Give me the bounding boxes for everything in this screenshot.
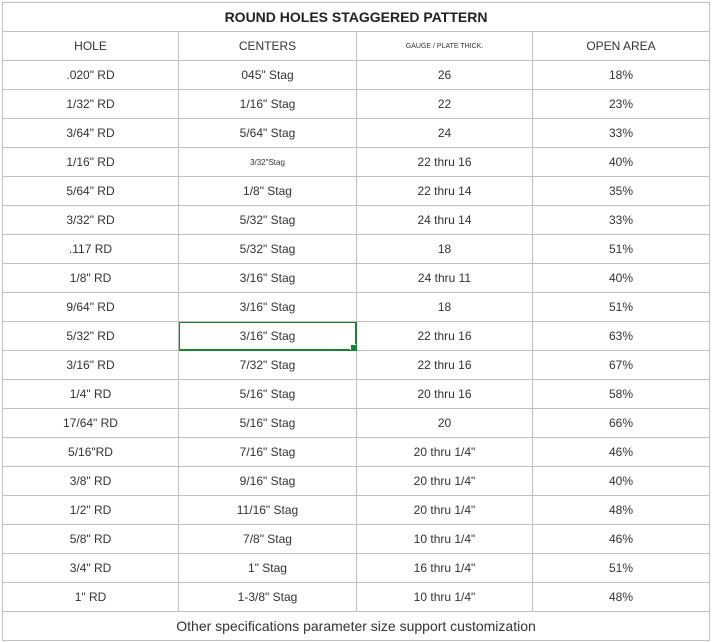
table-row: [3, 293, 710, 322]
centers-cell[interactable]: 045" Stag: [179, 61, 357, 90]
hole-cell[interactable]: 17/64" RD: [3, 409, 179, 438]
open-area-cell[interactable]: 33%: [533, 206, 710, 235]
hole-cell[interactable]: 5/8" RD: [3, 525, 179, 554]
table-row: [3, 525, 710, 554]
hole-cell[interactable]: 5/32" RD: [3, 322, 179, 351]
gauge-cell[interactable]: 18: [357, 293, 533, 322]
header-row: [3, 32, 710, 61]
table-row: [3, 409, 710, 438]
open-area-cell[interactable]: 66%: [533, 409, 710, 438]
header-open-area[interactable]: OPEN AREA: [533, 32, 710, 61]
hole-cell[interactable]: 3/4" RD: [3, 554, 179, 583]
table-row: [3, 206, 710, 235]
centers-cell[interactable]: 3/32"Stag: [179, 148, 357, 177]
table-row: [3, 438, 710, 467]
open-area-cell[interactable]: 67%: [533, 351, 710, 380]
table-row: [3, 119, 710, 148]
gauge-cell[interactable]: 18: [357, 235, 533, 264]
open-area-cell[interactable]: 46%: [533, 525, 710, 554]
hole-cell[interactable]: 5/64" RD: [3, 177, 179, 206]
centers-cell[interactable]: 5/32" Stag: [179, 235, 357, 264]
hole-cell[interactable]: 1/4" RD: [3, 380, 179, 409]
open-area-cell[interactable]: 46%: [533, 438, 710, 467]
table-row: [3, 90, 710, 119]
open-area-cell[interactable]: 40%: [533, 148, 710, 177]
gauge-cell[interactable]: 22: [357, 90, 533, 119]
gauge-cell[interactable]: 10 thru 1/4": [357, 525, 533, 554]
gauge-cell[interactable]: 22 thru 14: [357, 177, 533, 206]
table-row: [3, 177, 710, 206]
open-area-cell[interactable]: 35%: [533, 177, 710, 206]
hole-cell[interactable]: 1/2" RD: [3, 496, 179, 525]
centers-cell[interactable]: 5/64" Stag: [179, 119, 357, 148]
gauge-cell[interactable]: 20 thru 1/4": [357, 438, 533, 467]
centers-cell[interactable]: 1" Stag: [179, 554, 357, 583]
open-area-cell[interactable]: 48%: [533, 496, 710, 525]
hole-cell[interactable]: 3/64" RD: [3, 119, 179, 148]
gauge-cell[interactable]: 20 thru 16: [357, 380, 533, 409]
header-centers[interactable]: CENTERS: [179, 32, 357, 61]
centers-cell[interactable]: 7/32" Stag: [179, 351, 357, 380]
centers-cell[interactable]: 11/16" Stag: [179, 496, 357, 525]
table-row: [3, 554, 710, 583]
footer-note[interactable]: Other specifications parameter size support customization: [3, 612, 710, 641]
table-row: [3, 583, 710, 612]
centers-cell[interactable]: 3/16" Stag: [179, 264, 357, 293]
title-row: [3, 3, 710, 32]
open-area-cell[interactable]: 33%: [533, 119, 710, 148]
gauge-cell[interactable]: 22 thru 16: [357, 322, 533, 351]
open-area-cell[interactable]: 40%: [533, 467, 710, 496]
table-row: [3, 467, 710, 496]
open-area-cell[interactable]: 48%: [533, 583, 710, 612]
gauge-cell[interactable]: 16 thru 1/4": [357, 554, 533, 583]
gauge-cell[interactable]: 24 thru 14: [357, 206, 533, 235]
centers-cell[interactable]: 1-3/8" Stag: [179, 583, 357, 612]
table-row: [3, 322, 710, 351]
centers-cell[interactable]: 9/16" Stag: [179, 467, 357, 496]
footer-row: [3, 612, 710, 641]
open-area-cell[interactable]: 23%: [533, 90, 710, 119]
open-area-cell[interactable]: 40%: [533, 264, 710, 293]
open-area-cell[interactable]: 51%: [533, 235, 710, 264]
hole-cell[interactable]: 5/16"RD: [3, 438, 179, 467]
centers-cell[interactable]: 3/16" Stag: [179, 293, 357, 322]
hole-cell[interactable]: 9/64" RD: [3, 293, 179, 322]
hole-cell[interactable]: 3/8" RD: [3, 467, 179, 496]
gauge-cell[interactable]: 20 thru 1/4": [357, 467, 533, 496]
table-row: [3, 148, 710, 177]
table-row: [3, 380, 710, 409]
centers-cell[interactable]: 1/8" Stag: [179, 177, 357, 206]
gauge-cell[interactable]: 24 thru 11: [357, 264, 533, 293]
table-row: [3, 235, 710, 264]
gauge-cell[interactable]: 22 thru 16: [357, 148, 533, 177]
centers-cell[interactable]: 5/32" Stag: [179, 206, 357, 235]
centers-cell[interactable]: 7/8" Stag: [179, 525, 357, 554]
table-row: [3, 351, 710, 380]
table-row: [3, 496, 710, 525]
fill-handle[interactable]: [350, 344, 357, 351]
open-area-cell[interactable]: 63%: [533, 322, 710, 351]
centers-cell[interactable]: 5/16" Stag: [179, 380, 357, 409]
centers-cell[interactable]: 5/16" Stag: [179, 409, 357, 438]
selected-cell[interactable]: 3/16" Stag: [179, 322, 357, 351]
open-area-cell[interactable]: 51%: [533, 293, 710, 322]
hole-cell[interactable]: 3/32" RD: [3, 206, 179, 235]
hole-cell[interactable]: 1/32" RD: [3, 90, 179, 119]
spec-table: [2, 2, 710, 641]
gauge-cell[interactable]: 24: [357, 119, 533, 148]
open-area-cell[interactable]: 58%: [533, 380, 710, 409]
hole-cell[interactable]: 1/16" RD: [3, 148, 179, 177]
gauge-cell[interactable]: 26: [357, 61, 533, 90]
header-gauge[interactable]: GAUGE / PLATE THICK.: [357, 32, 533, 61]
open-area-cell[interactable]: 18%: [533, 61, 710, 90]
gauge-cell[interactable]: 20 thru 1/4": [357, 496, 533, 525]
hole-cell[interactable]: .117 RD: [3, 235, 179, 264]
hole-cell[interactable]: 3/16" RD: [3, 351, 179, 380]
centers-cell[interactable]: 1/16" Stag: [179, 90, 357, 119]
hole-cell[interactable]: 1/8" RD: [3, 264, 179, 293]
gauge-cell[interactable]: 20: [357, 409, 533, 438]
table-row: [3, 61, 710, 90]
open-area-cell[interactable]: 51%: [533, 554, 710, 583]
hole-cell[interactable]: .020" RD: [3, 61, 179, 90]
hole-cell[interactable]: 1" RD: [3, 583, 179, 612]
gauge-cell[interactable]: 22 thru 16: [357, 351, 533, 380]
header-hole[interactable]: HOLE: [3, 32, 179, 61]
gauge-cell[interactable]: 10 thru 1/4": [357, 583, 533, 612]
table-title[interactable]: ROUND HOLES STAGGERED PATTERN: [3, 3, 710, 32]
table-row: [3, 264, 710, 293]
centers-cell[interactable]: 7/16" Stag: [179, 438, 357, 467]
